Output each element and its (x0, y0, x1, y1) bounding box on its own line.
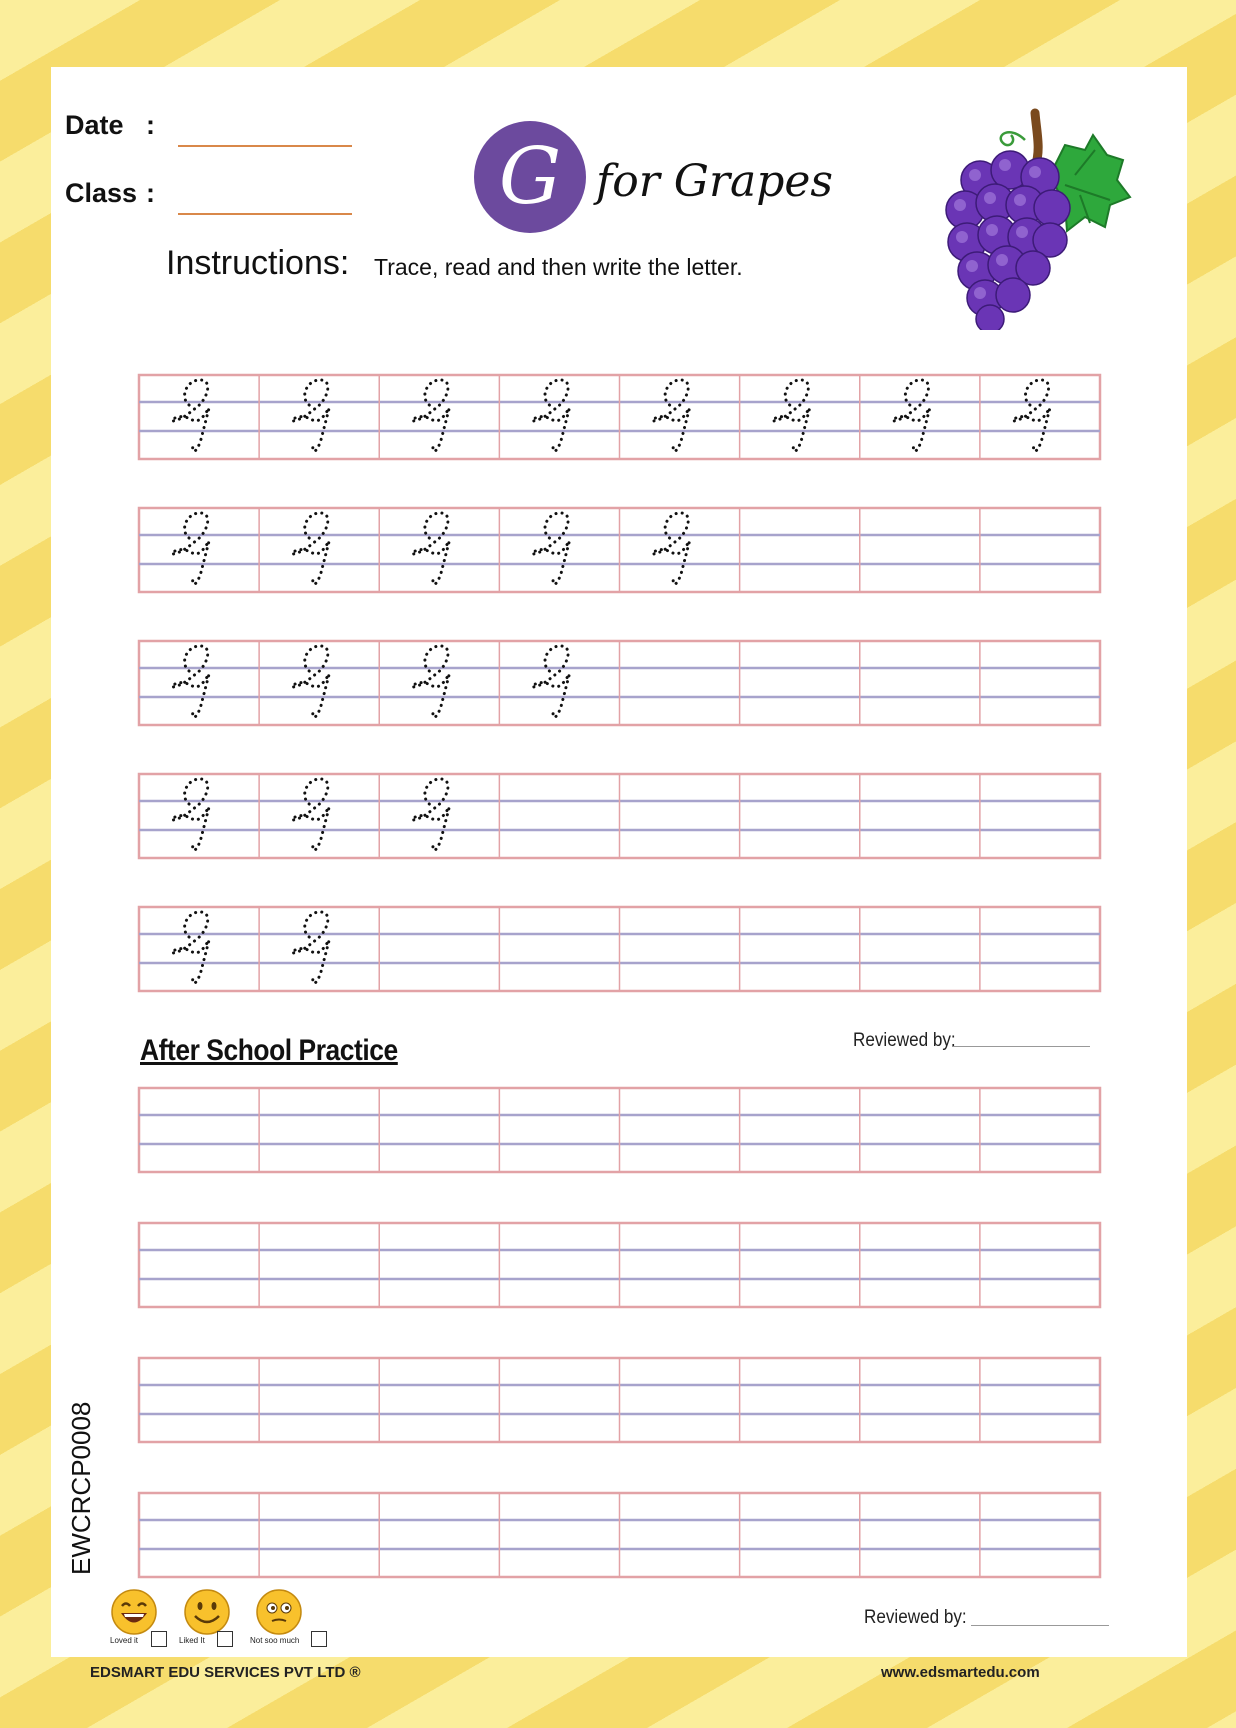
practice-row[interactable] (139, 1223, 1100, 1307)
tracing-row[interactable] (139, 641, 1100, 725)
feedback-loved-checkbox[interactable] (151, 1631, 167, 1647)
tracing-row[interactable] (139, 508, 1100, 592)
feedback-not-much-label: Not soo much (250, 1636, 300, 1645)
tracing-row[interactable] (139, 907, 1100, 991)
title-text: for Grapes (596, 156, 833, 207)
class-label: Class (65, 178, 138, 208)
footer-website[interactable]: www.edsmartedu.com (881, 1664, 1040, 1681)
class-colon: : (146, 178, 155, 208)
tracing-row[interactable] (139, 774, 1100, 858)
reviewed-by-label-top: Reviewed by: (853, 1030, 956, 1051)
feedback-not-much (253, 1588, 305, 1641)
date-colon: : (146, 110, 155, 140)
badge-letter: G (498, 132, 562, 222)
feedback-loved-label: Loved it (110, 1636, 139, 1645)
tracing-row[interactable] (139, 375, 1100, 459)
reviewed-by-label-bottom: Reviewed by: (864, 1607, 967, 1628)
date-label: Date (65, 110, 124, 140)
smiling-face-icon (181, 1588, 233, 1636)
after-school-title: After School Practice (140, 1034, 398, 1067)
practice-row[interactable] (139, 1358, 1100, 1442)
worksheet-code: EWCRCP0008 (66, 1401, 96, 1575)
laughing-face-icon (108, 1588, 160, 1636)
practice-row[interactable] (139, 1088, 1100, 1172)
feedback-liked-label: Liked It (179, 1636, 205, 1645)
feedback-not-much-checkbox[interactable] (311, 1631, 327, 1647)
footer-company: EDSMART EDU SERVICES PVT LTD ® (90, 1664, 361, 1681)
neutral-face-icon (253, 1588, 305, 1636)
instructions-text: Trace, read and then write the letter. (374, 254, 743, 280)
feedback-liked-checkbox[interactable] (217, 1631, 233, 1647)
practice-row[interactable] (139, 1493, 1100, 1577)
reviewed-by-line-bottom[interactable] (971, 1625, 1109, 1626)
reviewed-by-line-top[interactable] (952, 1046, 1090, 1047)
instructions-label: Instructions: (166, 244, 350, 282)
